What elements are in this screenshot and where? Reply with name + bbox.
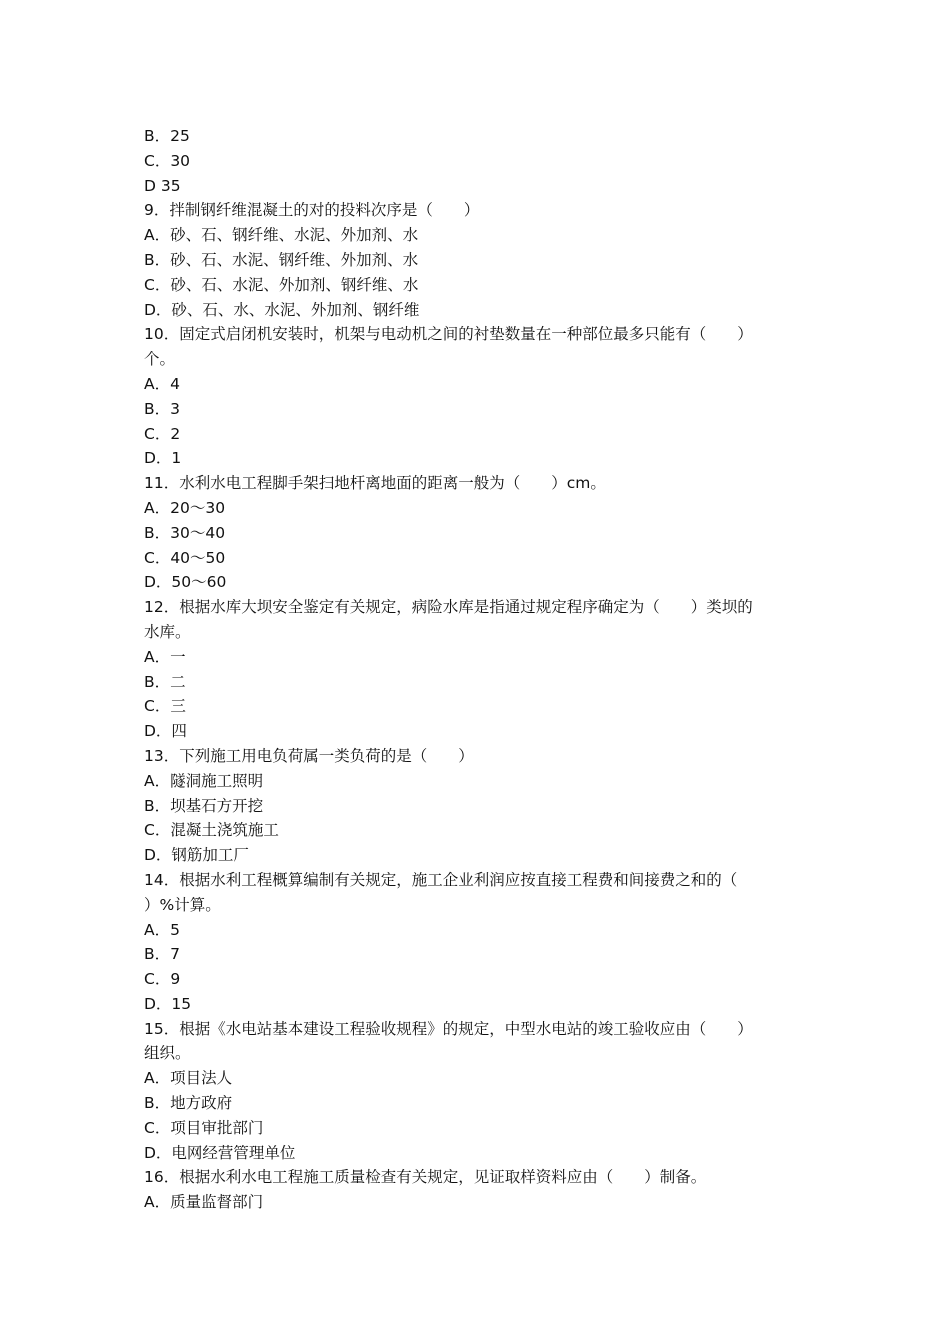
document-page bbox=[144, 124, 814, 1215]
option-line: B．7 bbox=[144, 945, 180, 964]
question-10-cont: 个。 bbox=[144, 350, 176, 369]
option-line: C．9 bbox=[144, 970, 181, 989]
text-line: C．30 bbox=[144, 151, 191, 170]
option-line: C．砂、石、水泥、外加剂、钢纤维、水 bbox=[144, 275, 419, 294]
question-15: 15．根据《水电站基本建设工程验收规程》的规定，中型水电站的竣工验收应由（ ） bbox=[144, 1019, 753, 1038]
option-line: C．40～50 bbox=[144, 548, 226, 567]
question-12-cont: 水库。 bbox=[144, 622, 191, 641]
option-line: A．一 bbox=[144, 647, 186, 666]
question-16: 16．根据水利水电工程施工质量检查有关规定，见证取样资料应由（ ）制备。 bbox=[144, 1168, 707, 1187]
option-line: D．四 bbox=[144, 722, 187, 741]
option-line: B．坝基石方开挖 bbox=[144, 796, 264, 815]
option-line: B．砂、石、水泥、钢纤维、外加剂、水 bbox=[144, 250, 419, 269]
question-12: 12．根据水库大坝安全鉴定有关规定，病险水库是指通过规定程序确定为（ ）类坝的 bbox=[144, 598, 753, 617]
option-line: A．项目法人 bbox=[144, 1069, 233, 1088]
text-line: B．25 bbox=[144, 127, 190, 145]
option-line: A．5 bbox=[144, 920, 180, 939]
option-line: A．质量监督部门 bbox=[144, 1193, 264, 1212]
option-line: B．二 bbox=[144, 672, 186, 691]
option-line: A．砂、石、钢纤维、水泥、外加剂、水 bbox=[144, 226, 419, 245]
option-line: C．2 bbox=[144, 424, 181, 443]
option-line: A．20～30 bbox=[144, 498, 226, 517]
question-9: 9．拌制钢纤维混凝土的对的投料次序是（ ） bbox=[144, 201, 480, 220]
question-14-cont: ）%计算。 bbox=[144, 895, 221, 914]
question-14: 14．根据水利工程概算编制有关规定，施工企业利润应按直接工程费和间接费之和的（ bbox=[144, 870, 738, 889]
option-line: D．钢筋加工厂 bbox=[144, 846, 249, 865]
option-line: D．50～60 bbox=[144, 573, 227, 592]
question-11: 11．水利水电工程脚手架扫地杆离地面的距离一般为（ ）cm。 bbox=[144, 474, 606, 493]
option-line: C．项目审批部门 bbox=[144, 1118, 264, 1137]
option-line: D．电网经营管理单位 bbox=[144, 1143, 296, 1162]
question-15-cont: 组织。 bbox=[144, 1044, 191, 1063]
option-line: D．1 bbox=[144, 449, 182, 468]
option-line: D．砂、石、水、水泥、外加剂、钢纤维 bbox=[144, 300, 420, 319]
question-13: 13．下列施工用电负荷属一类负荷的是（ ） bbox=[144, 746, 474, 765]
option-line: C．三 bbox=[144, 697, 186, 716]
option-line: D．15 bbox=[144, 994, 192, 1013]
option-line: C．混凝土浇筑施工 bbox=[144, 821, 279, 840]
option-line: A．4 bbox=[144, 374, 180, 393]
option-line: A．隧洞施工照明 bbox=[144, 771, 264, 790]
text-line: D 35 bbox=[144, 176, 181, 195]
option-line: B．3 bbox=[144, 399, 180, 418]
question-10: 10．固定式启闭机安装时，机架与电动机之间的衬垫数量在一种部位最多只能有（ ） bbox=[144, 325, 753, 344]
option-line: B．30～40 bbox=[144, 523, 226, 542]
option-line: B．地方政府 bbox=[144, 1094, 233, 1113]
